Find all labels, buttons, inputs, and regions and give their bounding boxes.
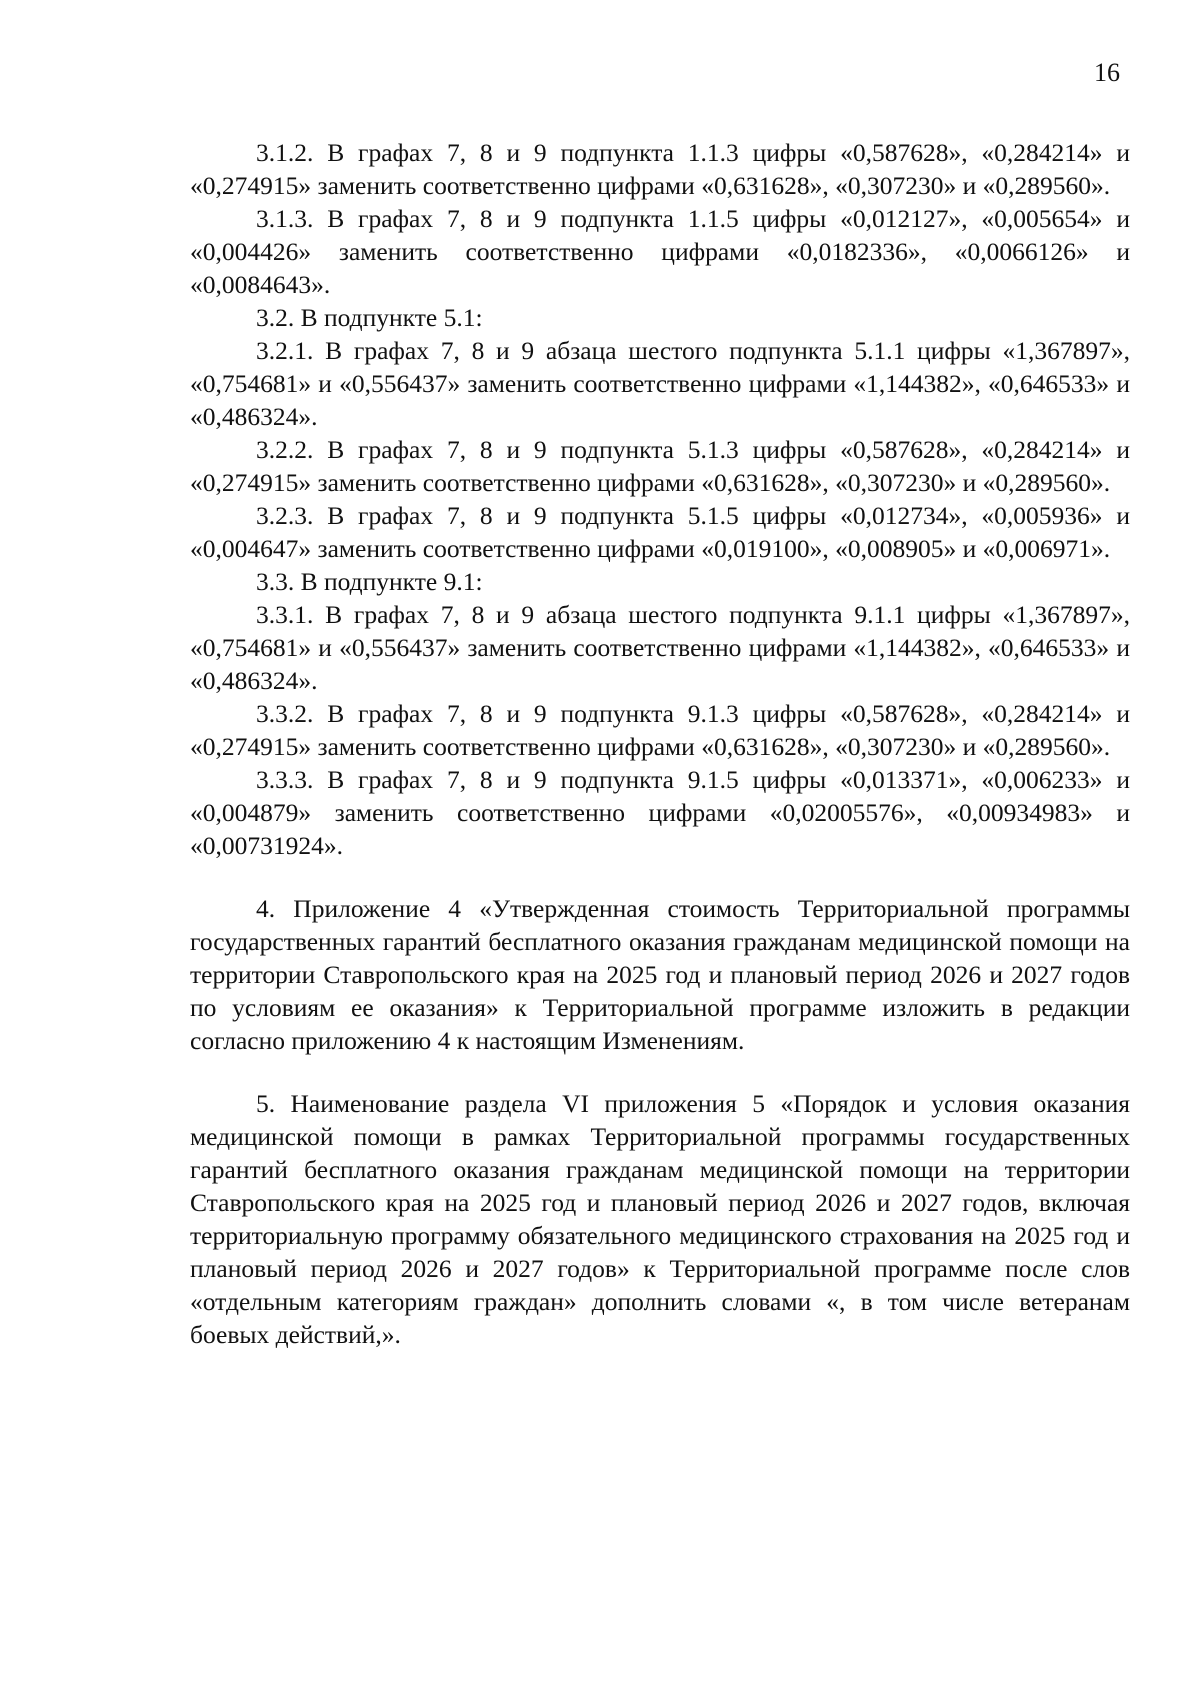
- paragraph-3-3-3: 3.3.3. В графах 7, 8 и 9 подпункта 9.1.5 цифры «0,013371», «0,006233» и «0,004879» заменить соответственно цифрами «0,02005576», «0,00934983» и «0,00731924».: [190, 765, 1130, 860]
- paragraph-3-2-2: 3.2.2. В графах 7, 8 и 9 подпункта 5.1.3 цифры «0,587628», «0,284214» и «0,274915» заменить соответственно цифрами «0,631628», «0,307230» и «0,289560».: [190, 435, 1130, 497]
- paragraph-3-2: 3.2. В подпункте 5.1:: [256, 303, 483, 332]
- paragraph-4: 4. Приложение 4 «Утвержденная стоимость Территориальной программы государственных гарантий бесплатного оказания гражданам медицинской помощи на территории Ставропольского края на 2025 год и плановый период 2026 и 2027 годов по условиям ее оказания» к Территориальной программе изложить в редакции согласно приложению 4 к настоящим Изменениям.: [190, 894, 1130, 1055]
- paragraph-5: 5. Наименование раздела VI приложения 5 «Порядок и условия оказания медицинской помощи в рамках Территориальной программы государственных гарантий бесплатного оказания гражданам медицинской помощи на территории Ставропольского края на 2025 год и плановый период 2026 и 2027 годов, включая территориальную программу обязательного медицинского страхования на 2025 год и плановый период 2026 и 2027 годов» к Территориальной программе после слов «отдельным категориям граждан» дополнить словами «, в том числе ветеранам боевых действий,».: [190, 1089, 1130, 1349]
- paragraph-3-2-1: 3.2.1. В графах 7, 8 и 9 абзаца шестого подпункта 5.1.1 цифры «1,367897», «0,754681» и «0,556437» заменить соответственно цифрами «1,144382», «0,646533» и «0,486324».: [190, 336, 1130, 431]
- paragraph-3-1-3: 3.1.3. В графах 7, 8 и 9 подпункта 1.1.5 цифры «0,012127», «0,005654» и «0,004426» заменить соответственно цифрами «0,0182336», «0,0066126» и «0,0084643».: [190, 204, 1130, 299]
- paragraph-3-2-3: 3.2.3. В графах 7, 8 и 9 подпункта 5.1.5 цифры «0,012734», «0,005936» и «0,004647» заменить соответственно цифрами «0,019100», «0,008905» и «0,006971».: [190, 501, 1130, 563]
- paragraph-3-3-2: 3.3.2. В графах 7, 8 и 9 подпункта 9.1.3 цифры «0,587628», «0,284214» и «0,274915» заменить соответственно цифрами «0,631628», «0,307230» и «0,289560».: [190, 699, 1130, 761]
- page-number: 16: [1094, 58, 1120, 87]
- paragraph-3-3: 3.3. В подпункте 9.1:: [256, 567, 483, 596]
- document-body: [190, 136, 1130, 1351]
- paragraph-3-1-2: 3.1.2. В графах 7, 8 и 9 подпункта 1.1.3 цифры «0,587628», «0,284214» и «0,274915» заменить соответственно цифрами «0,631628», «0,307230» и «0,289560».: [190, 138, 1130, 200]
- paragraph-3-3-1: 3.3.1. В графах 7, 8 и 9 абзаца шестого подпункта 9.1.1 цифры «1,367897», «0,754681» и «0,556437» заменить соответственно цифрами «1,144382», «0,646533» и «0,486324».: [190, 600, 1130, 695]
